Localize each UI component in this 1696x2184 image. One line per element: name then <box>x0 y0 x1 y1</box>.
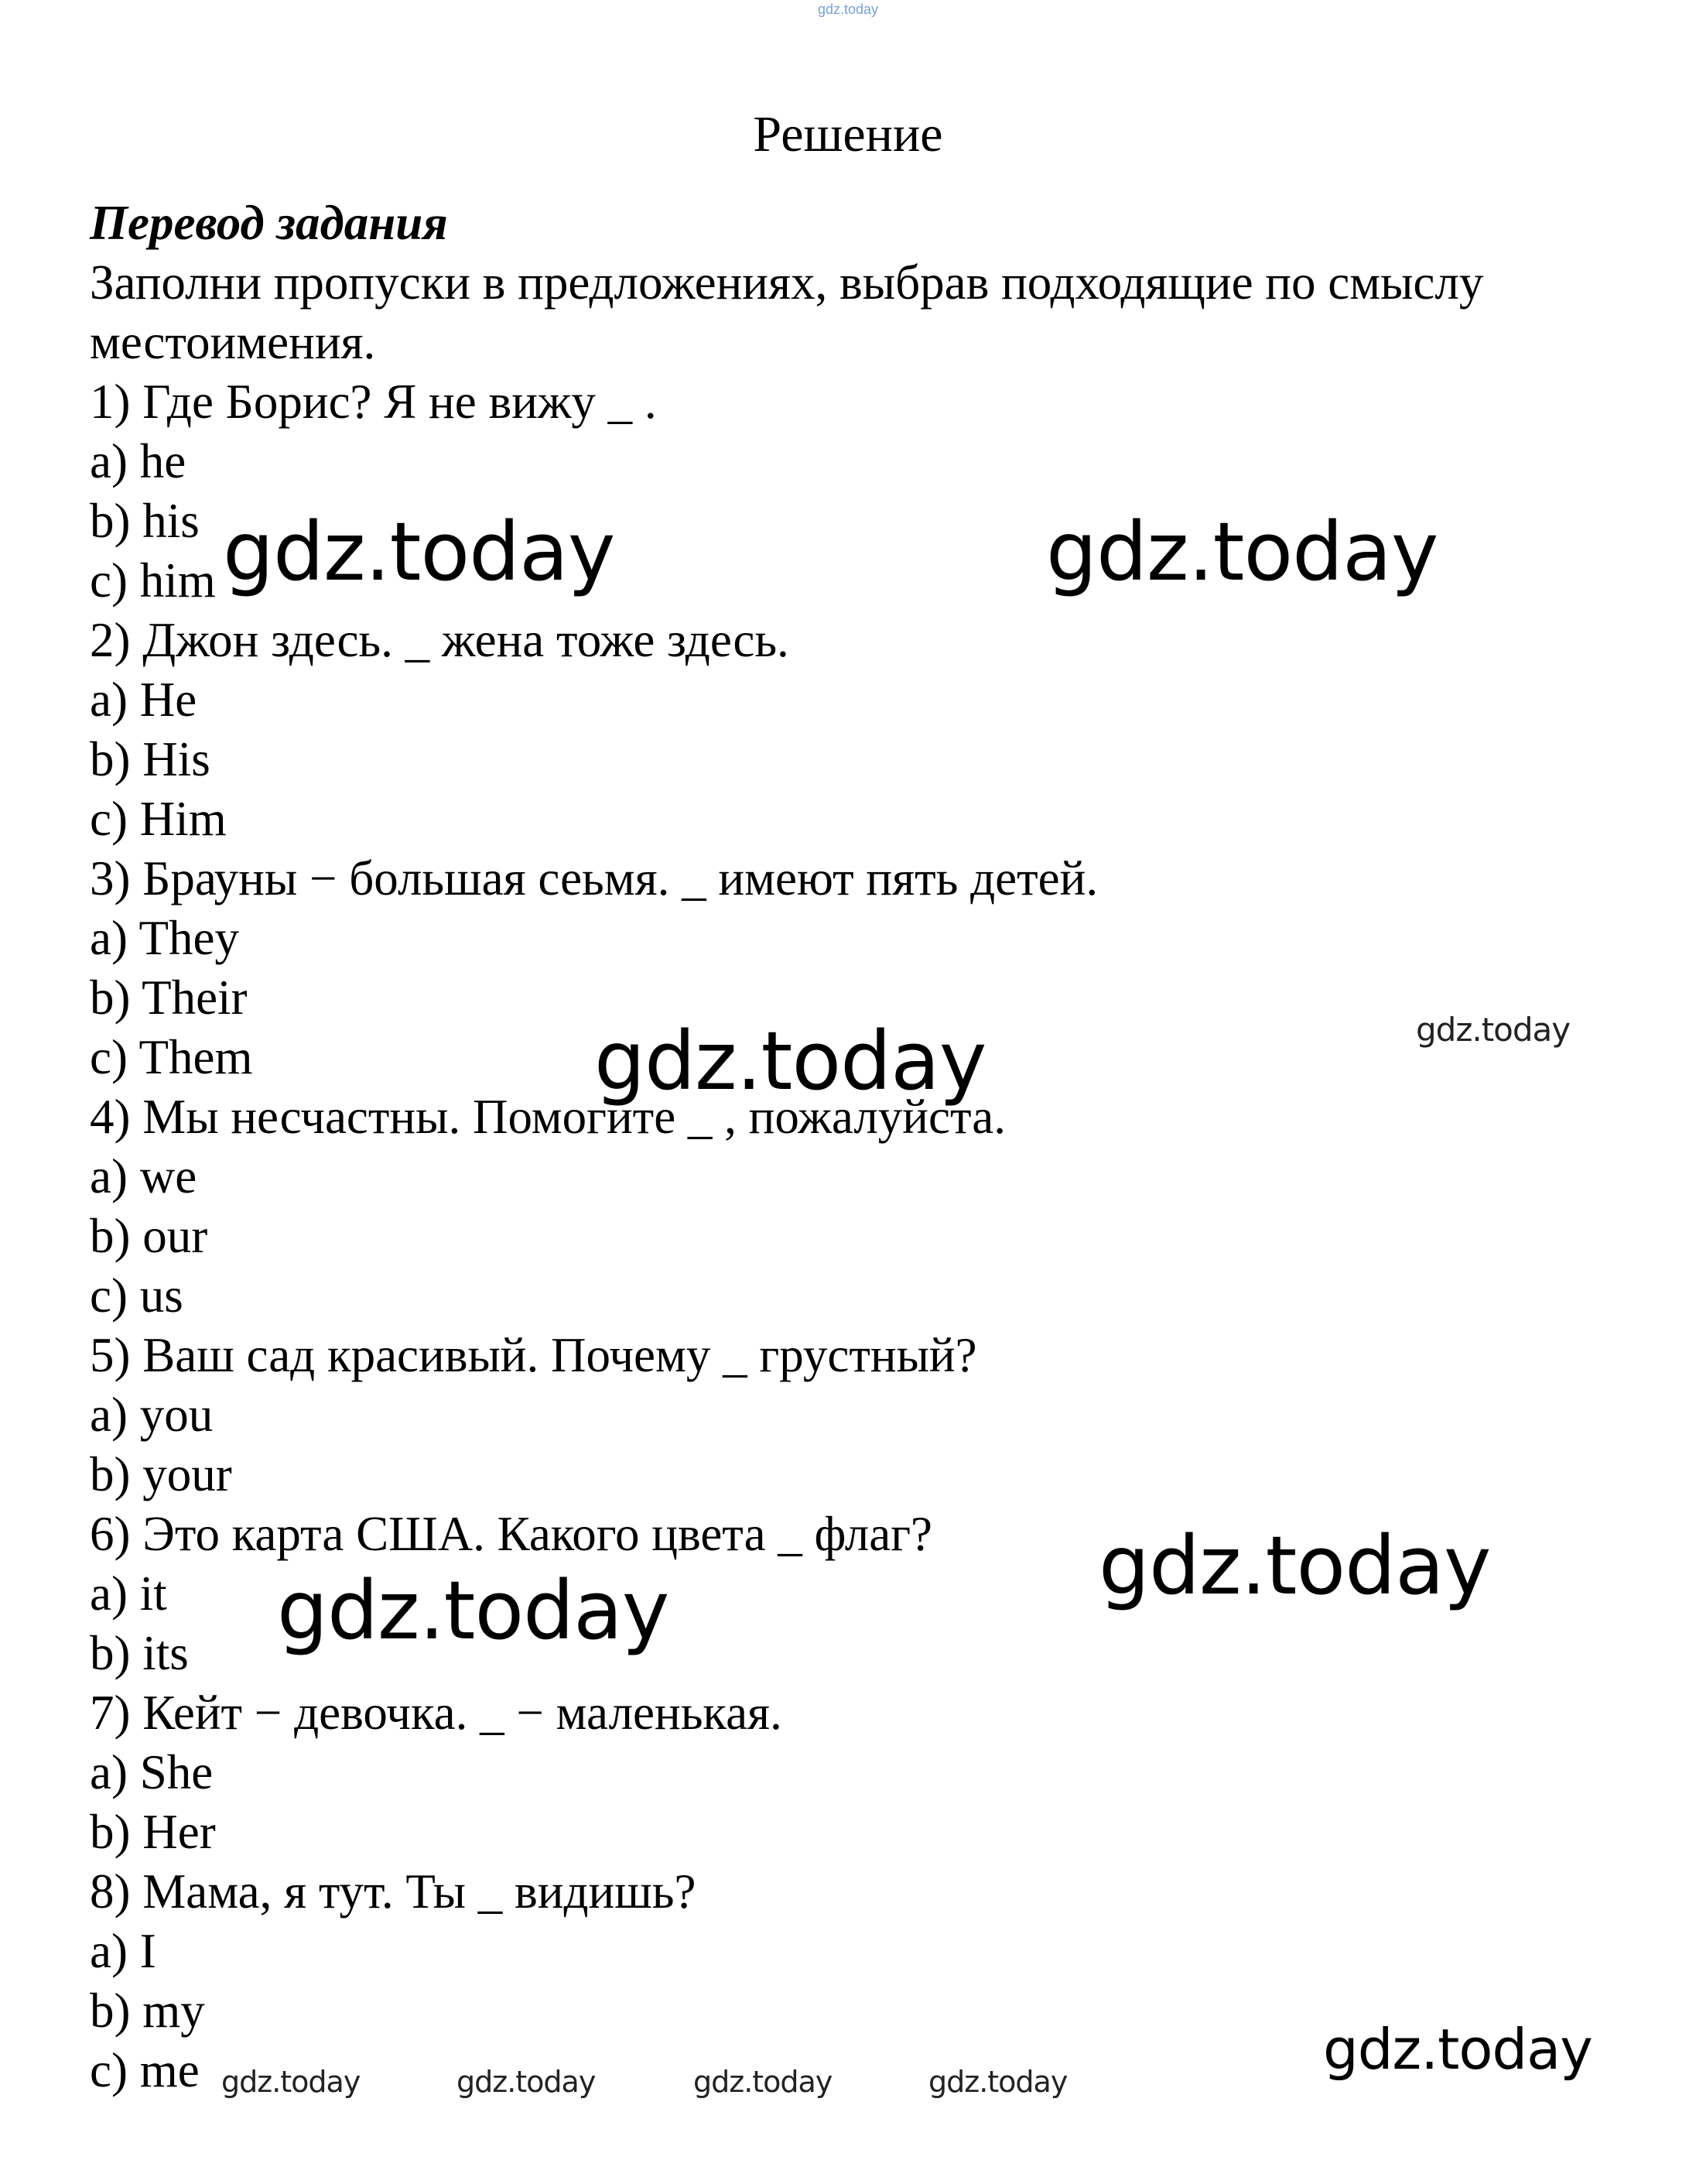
option-5b: b) your <box>90 1447 232 1501</box>
watermark: gdz.today <box>1046 505 1438 599</box>
top-watermark: gdz.today <box>817 2 879 17</box>
watermark: gdz.today <box>594 1014 986 1108</box>
watermark: gdz.today <box>928 2065 1068 2099</box>
option-7b: b) Her <box>90 1805 216 1859</box>
page-title: Решение <box>753 106 943 163</box>
question-8: 8) Мама, я тут. Ты _ видишь? <box>90 1864 696 1919</box>
option-2a: a) He <box>90 673 197 727</box>
watermark: gdz.today <box>221 2065 361 2099</box>
option-8a: a) I <box>90 1924 156 1978</box>
option-2b: b) His <box>90 732 210 786</box>
question-6: 6) Это карта США. Какого цвета _ флаг? <box>90 1507 932 1561</box>
option-1c: c) him <box>90 553 216 608</box>
option-6a: a) it <box>90 1566 167 1621</box>
document-body <box>90 193 1629 2100</box>
watermark: gdz.today <box>1099 1518 1491 1613</box>
option-3c: c) Them <box>90 1030 253 1084</box>
watermark: gdz.today <box>277 1563 669 1658</box>
option-3a: a) They <box>90 911 239 965</box>
question-2: 2) Джон здесь. _ жена тоже здесь. <box>90 613 789 667</box>
option-7a: a) She <box>90 1745 214 1799</box>
question-5: 5) Ваш сад красивый. Почему _ грустный? <box>90 1328 977 1382</box>
option-4b: b) our <box>90 1209 208 1263</box>
option-1b: b) his <box>90 494 200 548</box>
option-1a: a) he <box>90 434 186 488</box>
option-4a: a) we <box>90 1149 197 1203</box>
option-6b: b) its <box>90 1626 189 1680</box>
watermark: gdz.today <box>693 2065 833 2099</box>
question-7: 7) Кейт − девочка. _ − маленькая. <box>90 1686 782 1740</box>
watermark: gdz.today <box>1416 1011 1571 1049</box>
watermark: gdz.today <box>1323 2017 1592 2082</box>
section-heading: Перевод задания <box>90 196 448 250</box>
option-8b: b) my <box>90 1984 205 2038</box>
question-4: 4) Мы несчастны. Помогите _ , пожалуйста. <box>90 1090 1006 1144</box>
watermark: gdz.today <box>223 505 615 599</box>
option-8c: c) me <box>90 2043 200 2097</box>
question-3: 3) Брауны − большая сеьмя. _ имеют пять детей. <box>90 851 1099 905</box>
question-list <box>90 372 1629 2100</box>
task-instruction: Заполни пропуски в предложениях, выбрав подходящие по смыслу местоимения. <box>90 255 1484 369</box>
option-2c: c) Him <box>90 792 227 846</box>
option-4c: c) us <box>90 1268 183 1323</box>
option-3b: b) Their <box>90 970 248 1025</box>
watermark: gdz.today <box>456 2065 596 2099</box>
question-1: 1) Где Борис? Я не вижу _ . <box>90 375 657 429</box>
option-5a: a) you <box>90 1388 214 1442</box>
